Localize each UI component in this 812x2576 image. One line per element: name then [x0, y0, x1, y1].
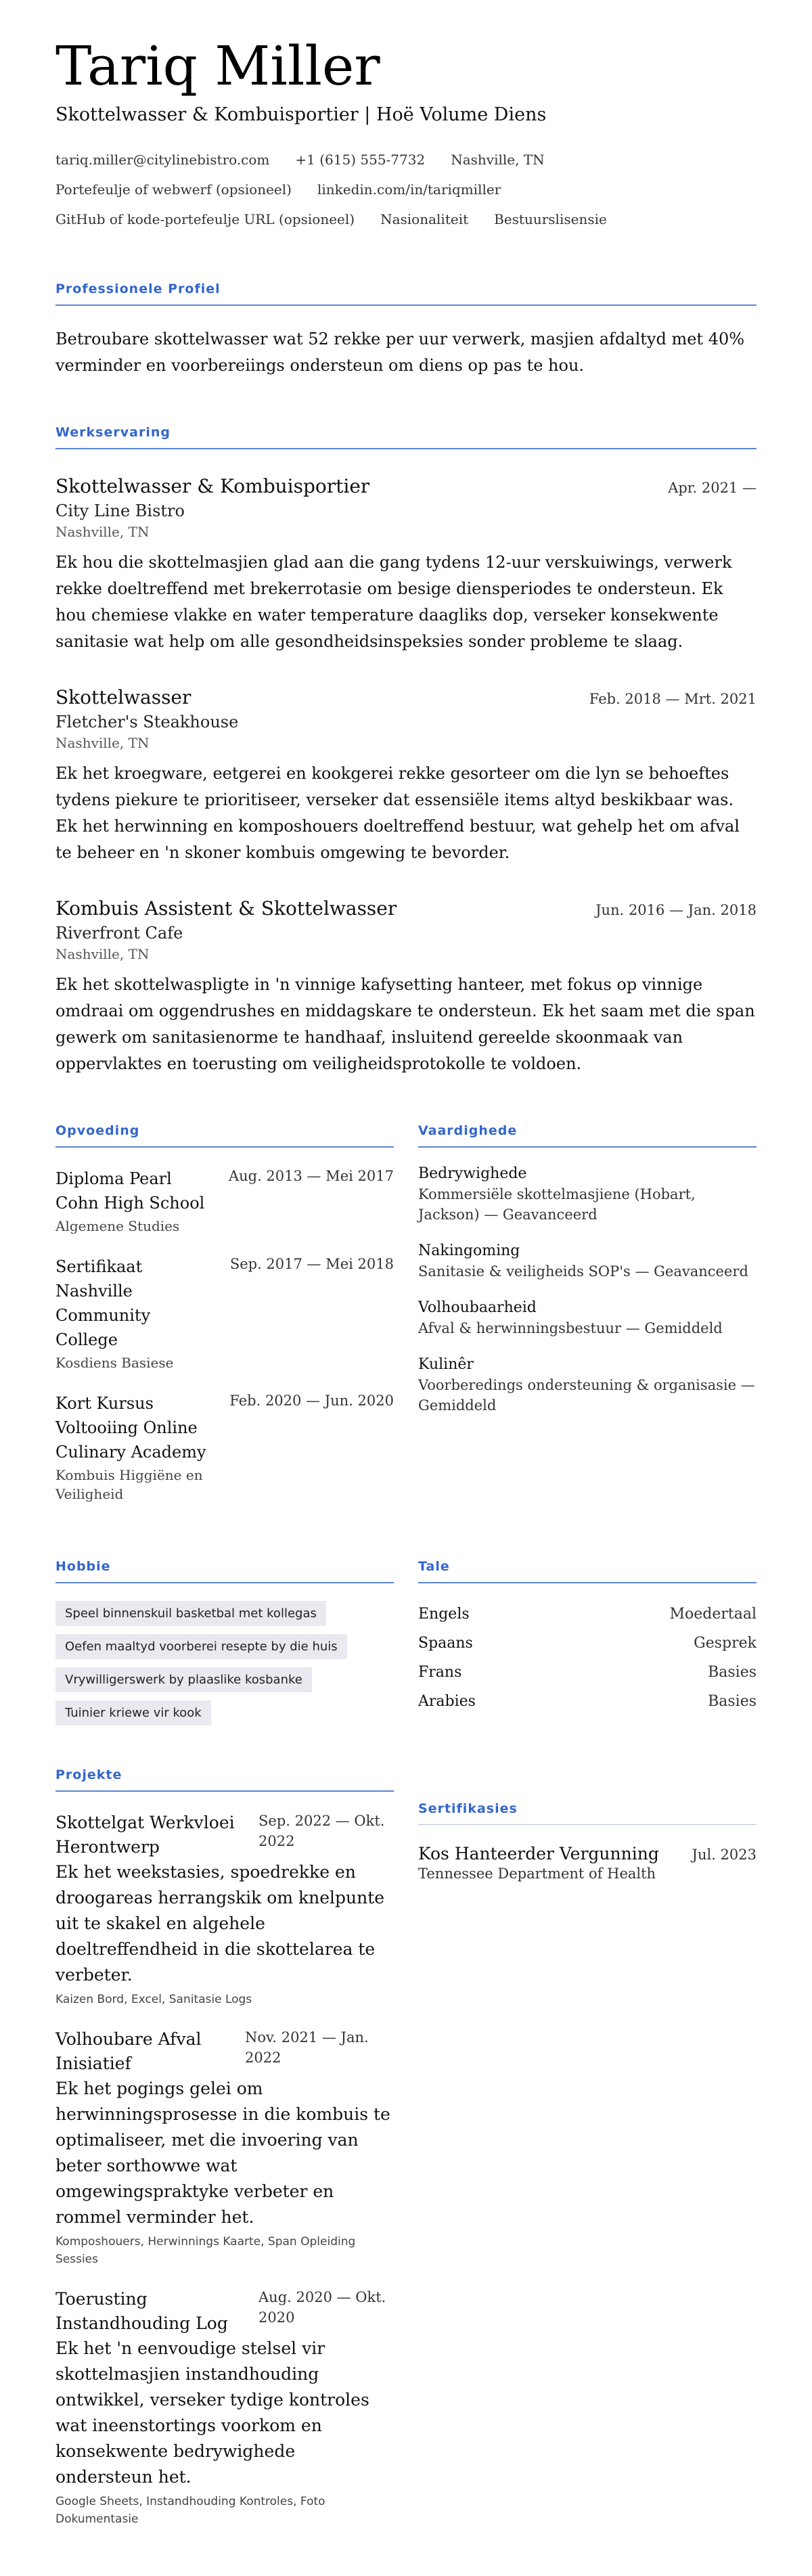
languages-section — [418, 1559, 757, 1734]
project-item — [55, 2027, 394, 2268]
project-tags: Google Sheets, Instandhouding Kontroles, Foto Dokumentasie — [55, 2495, 325, 2526]
skills-heading: Vaardighede — [418, 1123, 757, 1148]
skill-description: Afval & herwinningsbestuur — Gemiddeld — [418, 1320, 723, 1336]
language-name: Arabies — [418, 1693, 476, 1710]
skill-item — [418, 1241, 757, 1282]
education-subject: Algemene Studies — [55, 1218, 180, 1234]
education-title: Diploma Pearl Cohn High School — [55, 1169, 205, 1213]
project-tags: Komposhouers, Herwinnings Kaarte, Span Opleiding Sessies — [55, 2235, 356, 2266]
education-section — [55, 1123, 394, 1504]
project-description: Ek het weekstasies, spoedrekke en droogareas herrangskik om knelpunte uit te skakel en algehele doeltreffendheid in die skottelarea te verbeter. — [55, 1862, 385, 1985]
contact-phone[interactable]: +1 (615) 555-7732 — [295, 152, 426, 168]
job-company: Fletcher's Steakhouse — [55, 713, 239, 731]
job-description: Ek het skottelwaspligte in 'n vinnige kafysetting hanteer, met fokus op vinnige omdraai om oggendrushes en middagskare te ondersteun. Ek het saam met die span gewerk om sanitasienorme te handhaaf, insluitend gereelde skoonmaak van oppervlaktes en toerusting om veiligheidsprotokolle te voldoen. — [55, 975, 755, 1073]
hobby-tag: Oefen maaltyd voorbereі resepte by die huis — [55, 1634, 347, 1659]
contact-email[interactable]: tariq.miller@citylinebistro.com — [55, 152, 270, 168]
skills-section — [418, 1123, 757, 1504]
job-location: Nashville, TN — [55, 946, 150, 962]
job-date: Apr. 2021 — — [668, 480, 757, 496]
education-item — [55, 1391, 394, 1504]
profile-heading: Professionele Profiel — [55, 281, 757, 306]
language-name: Spaans — [418, 1635, 473, 1652]
job-company: City Line Bistro — [55, 501, 185, 520]
skill-item — [418, 1164, 757, 1225]
contact-row-2 — [55, 181, 757, 199]
hobbies-languages-row — [55, 1559, 757, 1734]
contact-location: Nashville, TN — [451, 152, 545, 168]
education-item — [55, 1167, 394, 1236]
education-skills-row — [55, 1123, 757, 1504]
certification-date: Jul. 2023 — [692, 1847, 757, 1863]
language-level: Basies — [708, 1693, 757, 1710]
certification-item — [418, 1844, 757, 1884]
hobby-tag: Vrywilligerswerk by plaaslike kosbanke — [55, 1667, 312, 1692]
language-name: Engels — [418, 1606, 470, 1623]
job-description: Ek het kroegware, eetgerei en kookgerei rekke gesorteer om die lyn se behoeftes tydens piekure te prioritiseer, verseker dat essensiële items altyd beskikbaar was. Ek het herwinning en komposhouers doeltreffend bestuur, wat gehelp het om afval te beheer en 'n skoner kombuis omgewing te bevorder. — [55, 764, 740, 862]
profile-text: Betroubare skottelwasser wat 52 rekke per uur verwerk, masjien afdaltyd met 40% verminder en voorbereiings ondersteun om diens op pas te hou. — [55, 330, 745, 375]
languages-heading: Tale — [418, 1559, 757, 1583]
project-tags: Kaizen Bord, Excel, Sanitasie Logs — [55, 1993, 252, 2006]
hobbies-heading: Hobbie — [55, 1559, 394, 1583]
projects-section — [55, 1767, 394, 2528]
education-title: Sertifikaat Nashville Community College — [55, 1257, 151, 1349]
contact-row-3 — [55, 210, 757, 229]
job-item — [55, 896, 757, 1077]
contact-portfolio[interactable]: Portefeulje of webwerf (opsioneel) — [55, 181, 292, 198]
project-date: Aug. 2020 — Okt. 2020 — [258, 2289, 386, 2326]
language-level: Moedertaal — [669, 1606, 757, 1623]
skill-category: Kulinêr — [418, 1356, 474, 1373]
job-date: Jun. 2016 — Jan. 2018 — [595, 902, 757, 918]
education-subject: Kosdiens Basiese — [55, 1355, 174, 1371]
profile-section — [55, 281, 757, 379]
language-list — [418, 1600, 757, 1716]
project-title: Skottelgat Werkvloei Herontwerp — [55, 1813, 235, 1857]
skill-category: Bedrywighede — [418, 1165, 527, 1182]
certifications-section — [418, 1767, 757, 2528]
job-description: Ek hou die skottelmasjien glad aan die gang tydens 12-uur verskuiwings, verwerk rekke doeltreffend met brekerrotasie om besige diensperiodes te ondersteun. Ek hou chemiese vlakke en water temperature daagliks dop, verseker konsekwente sanitasie wat help om alle gesondheidsinspeksies sonder probleme te slaag. — [55, 553, 732, 651]
job-location: Nashville, TN — [55, 524, 150, 540]
project-date: Sep. 2022 — Okt. 2022 — [258, 1813, 385, 1849]
job-date: Feb. 2018 — Mrt. 2021 — [589, 691, 757, 707]
skill-description: Kommersiële skottelmasjiene (Hobart, Jackson) — Geavanceerd — [418, 1186, 696, 1223]
hobby-tag: Speel binnenskuil basketbal met kollegas — [55, 1601, 326, 1626]
contact-nationality: Nasionaliteit — [380, 211, 469, 227]
project-item — [55, 1811, 394, 2008]
project-description: Ek het pogings gelei om herwinningsprosesse in die kombuis te optimaliseer, met die invoering van beter sorthowwe wat omgewingspraktyke verbeter en rommel verminder het. — [55, 2079, 390, 2227]
certification-title: Kos Hanteerder Vergunning — [418, 1844, 659, 1863]
hobbies-section — [55, 1559, 394, 1734]
language-item — [418, 1600, 757, 1629]
hobby-list — [55, 1601, 394, 1734]
education-date: Feb. 2020 — Jun. 2020 — [229, 1393, 394, 1409]
skill-description: Sanitasie & veiligheids SOP's — Geavanceerd — [418, 1263, 748, 1280]
education-date: Aug. 2013 — Mei 2017 — [228, 1168, 394, 1184]
experience-heading: Werkservaring — [55, 425, 757, 449]
project-description: Ek het 'n eenvoudige stelsel vir skottelmasjien instandhouding ontwikkel, verseker tydige kontroles wat ineenstortings voorkom en konsekwente bedrywighede ondersteun het. — [55, 2338, 369, 2487]
skill-item — [418, 1355, 757, 1416]
language-item — [418, 1629, 757, 1658]
education-item — [55, 1255, 394, 1372]
experience-section — [55, 425, 757, 1077]
job-title: Skottelwasser & Kombuisportier — [55, 475, 370, 497]
job-title: Kombuis Assistent & Skottelwasser — [55, 897, 397, 920]
skill-category: Nakingoming — [418, 1242, 520, 1259]
education-date: Sep. 2017 — Mei 2018 — [229, 1256, 394, 1272]
skill-item — [418, 1298, 757, 1338]
projects-heading: Projekte — [55, 1767, 394, 1792]
candidate-name: Tariq Miller — [55, 35, 380, 97]
project-title: Volhoubare Afval Inisiatief — [55, 2029, 202, 2073]
education-subject: Kombuis Higgiëne en Veiligheid — [55, 1467, 203, 1502]
project-item — [55, 2287, 394, 2528]
projects-certifications-row — [55, 1767, 757, 2528]
job-location: Nashville, TN — [55, 735, 150, 751]
education-heading: Opvoeding — [55, 1123, 394, 1148]
project-date: Nov. 2021 — Jan. 2022 — [245, 2029, 369, 2066]
education-title: Kort Kursus Voltooiing Online Culinary Academy — [55, 1394, 206, 1462]
language-level: Gesprek — [694, 1635, 757, 1652]
skill-category: Volhoubaarheid — [418, 1299, 537, 1316]
job-item — [55, 474, 757, 655]
job-company: Riverfront Cafe — [55, 924, 183, 943]
project-title: Toerusting Instandhouding Log — [55, 2289, 228, 2333]
hobby-tag: Tuinier kriewe vir kook — [55, 1700, 211, 1725]
contact-row-1 — [55, 151, 757, 169]
candidate-subtitle: Skottelwasser & Kombuisportier | Hoë Volume Diens — [55, 104, 547, 125]
language-item — [418, 1687, 757, 1716]
contact-license: Bestuurslisensie — [494, 211, 607, 227]
certifications-heading: Sertifikasies — [418, 1801, 757, 1825]
certification-issuer: Tennessee Department of Health — [418, 1866, 656, 1882]
job-title: Skottelwasser — [55, 686, 191, 708]
contact-github[interactable]: GitHub of kode-portefeulje URL (opsioneel) — [55, 211, 355, 227]
skill-description: Voorberedings ondersteuning & organisasie — Gemiddeld — [418, 1377, 755, 1414]
language-item — [418, 1658, 757, 1687]
contact-linkedin[interactable]: linkedin.com/in/tariqmiller — [317, 181, 501, 198]
job-item — [55, 685, 757, 866]
language-level: Basies — [708, 1664, 757, 1681]
language-name: Frans — [418, 1664, 462, 1681]
